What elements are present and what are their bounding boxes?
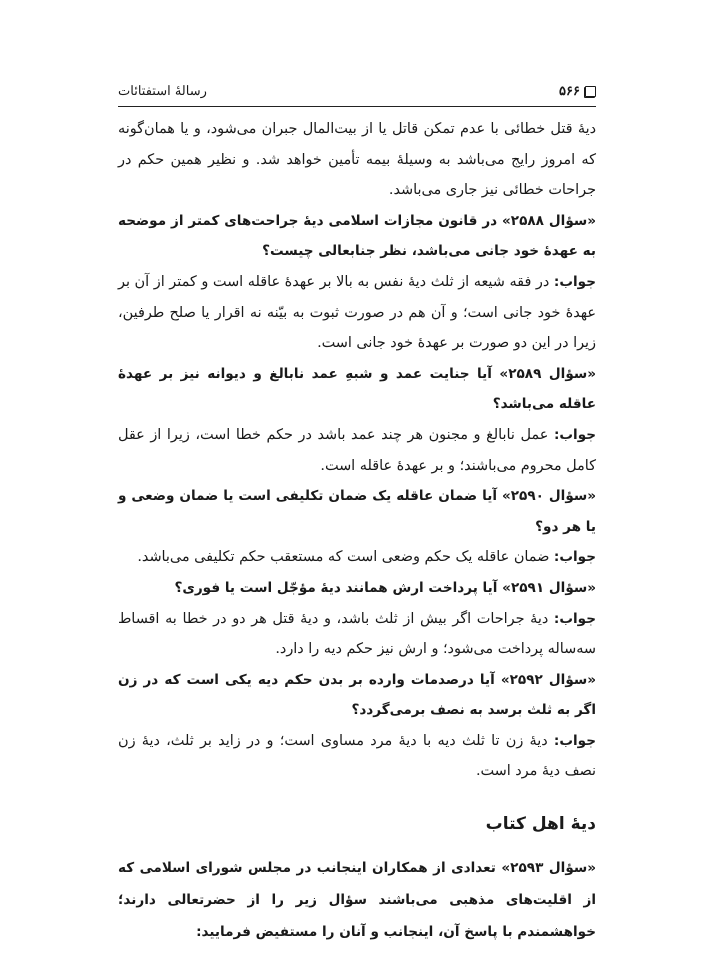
- answer-2591: [118, 604, 596, 665]
- answer-text: دیهٔ زن تا ثلث دیه با دیهٔ مرد مساوی است؛ و در زاید بر ثلث، دیهٔ زن نصف دیهٔ مرد است.: [118, 732, 596, 780]
- answer-label: جواب:: [553, 426, 597, 443]
- question-2589: «سؤال ۲۵۸۹» آیا جنایت عمد و شبهِ عمد نابالغ و دیوانه نیز بر عهدهٔ عاقله می‌باشد؟: [118, 365, 596, 413]
- page-body: [118, 114, 596, 948]
- answer-2588: [118, 267, 596, 359]
- question-2591: «سؤال ۲۵۹۱» آیا پرداخت ارش همانند دیهٔ مؤجّل است یا فوری؟: [174, 579, 596, 596]
- answer-label: جواب:: [553, 610, 596, 627]
- answer-label: جواب:: [553, 273, 596, 290]
- answer-text: ضمان عاقله یک حکم وضعی است که مستعقب حکم تکلیفی می‌باشد.: [137, 549, 550, 566]
- answer-label: جواب:: [553, 732, 596, 749]
- section-heading: دیهٔ اهل کتاب: [485, 814, 596, 835]
- answer-text: دیهٔ جراحات اگر بیش از ثلث باشد، و دیهٔ قتل هر دو در خطا به اقساط سه‌ساله پرداخت می‌شود؛ و ارش نیز حکم دیه را دارد.: [118, 610, 596, 658]
- page-number: ۵۶۶: [559, 83, 580, 99]
- question-2592: «سؤال ۲۵۹۲» آیا درصدمات وارده بر بدن حکم دیه یکی است که در زن اگر به ثلث برسد به نصف برمی‌گردد؟: [118, 671, 596, 719]
- question-2593: «سؤال ۲۵۹۳» تعدادی از همکاران اینجانب در مجلس شورای اسلامی که از اقلیت‌های مذهبی می‌باشند سؤال زیر را از حضرتعالی دارند؛ خواهشمندم با پاسخ آن، اینجانب و آنان را مستفیض فرمایید:: [118, 859, 597, 940]
- answer-text: در فقه شیعه از ثلث دیهٔ نفس به بالا بر عهدهٔ عاقله است و کمتر از آن بر عهدهٔ خود جانی است؛ و آن هم در صورت ثبوت به بیّنه نه اقرار یا صلح طرفین، زیرا در این دو صورت بر عهدهٔ خود جانی است.: [118, 273, 596, 352]
- running-header: [118, 80, 596, 102]
- running-title: رسالهٔ استفتائات: [118, 83, 207, 99]
- answer-text: عمل نابالغ و مجنون هر چند عمد باشد در حکم خطا است، زیرا از عقل کامل محروم می‌باشند؛ و بر عهدهٔ عاقله است.: [118, 426, 596, 474]
- answer-label: جواب:: [553, 549, 596, 566]
- intro-paragraph: دیهٔ قتل خطائی با عدم تمکن قاتل یا از بیت‌المال جبران می‌شود، و یا همان‌گونه که امروز رایج می‌باشد به وسیلهٔ بیمه تأمین خواهد شد. و نظیر همین حکم در جراحات خطائی نیز جاری می‌باشد.: [118, 121, 596, 199]
- answer-2592: [118, 726, 596, 787]
- square-bullet-icon: [585, 86, 596, 97]
- answer-2589: [118, 420, 596, 481]
- question-2588: «سؤال ۲۵۸۸» در قانون مجازات اسلامی دیهٔ جراحت‌های کمتر از موضحه به عهدهٔ خود جانی می‌باشد، نظر جنابعالی چیست؟: [118, 212, 596, 260]
- page-number-block: [559, 84, 596, 99]
- header-divider: [118, 106, 596, 107]
- answer-2590: [118, 542, 596, 573]
- question-2590: «سؤال ۲۵۹۰» آیا ضمان عاقله یک ضمان تکلیفی است یا ضمان وضعی و یا هر دو؟: [118, 488, 597, 535]
